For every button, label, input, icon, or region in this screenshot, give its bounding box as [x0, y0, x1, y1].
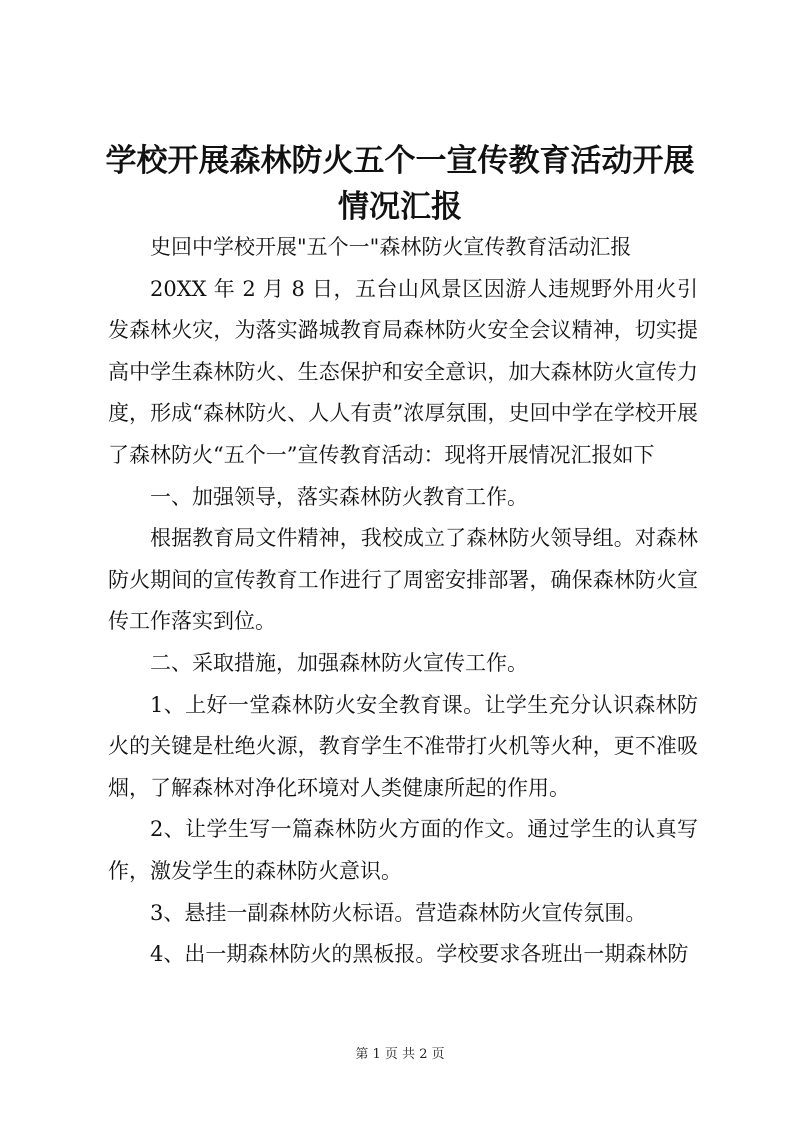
- paragraph-leadership: 根据教育局文件精神，我校成立了森林防火领导组。对森林防火期间的宣传教育工作进行了周密安排部署，确保森林防火宣传工作落实到位。: [108, 526, 698, 634]
- section-heading-1: 一、加强领导，落实森林防火教育工作。: [150, 484, 528, 509]
- list-item-3: 3、悬挂一副森林防火标语。营造森林防火宣传氛围。: [150, 900, 647, 925]
- document-body: [108, 227, 698, 976]
- document-title: 学校开展森林防火五个一宣传教育活动开展情况汇报: [105, 143, 695, 225]
- list-item-4: 4、出一期森林防火的黑板报。学校要求各班出一期森林防: [150, 942, 689, 967]
- page-footer: [0, 1046, 800, 1064]
- paragraph-subtitle: 史回中学校开展"五个一"森林防火宣传教育活动汇报: [150, 235, 632, 259]
- list-item-2: 2、让学生写一篇森林防火方面的作文。通过学生的认真写作，激发学生的森林防火意识。: [108, 817, 698, 883]
- page-number: 第 1 页 共 2 页: [355, 1047, 445, 1062]
- paragraph-intro: 20XX 年 2 月 8 日，五台山风景区因游人违规野外用火引发森林火灾，为落实潞城教育局森林防火安全会议精神，切实提高中学生森林防火、生态保护和安全意识，加大森林防火宣传力度，形成“森林防火、人人有责”浓厚氛围，史回中学在学校开展了森林防火“五个一”宣传教育活动：现将开展情况汇报如下: [108, 276, 698, 467]
- list-item-1: 1、上好一堂森林防火安全教育课。让学生充分认识森林防火的关键是杜绝火源，教育学生不准带打火机等火种，更不准吸烟，了解森林对净化环境对人类健康所起的作用。: [108, 692, 698, 800]
- section-heading-2: 二、采取措施，加强森林防火宣传工作。: [150, 650, 528, 675]
